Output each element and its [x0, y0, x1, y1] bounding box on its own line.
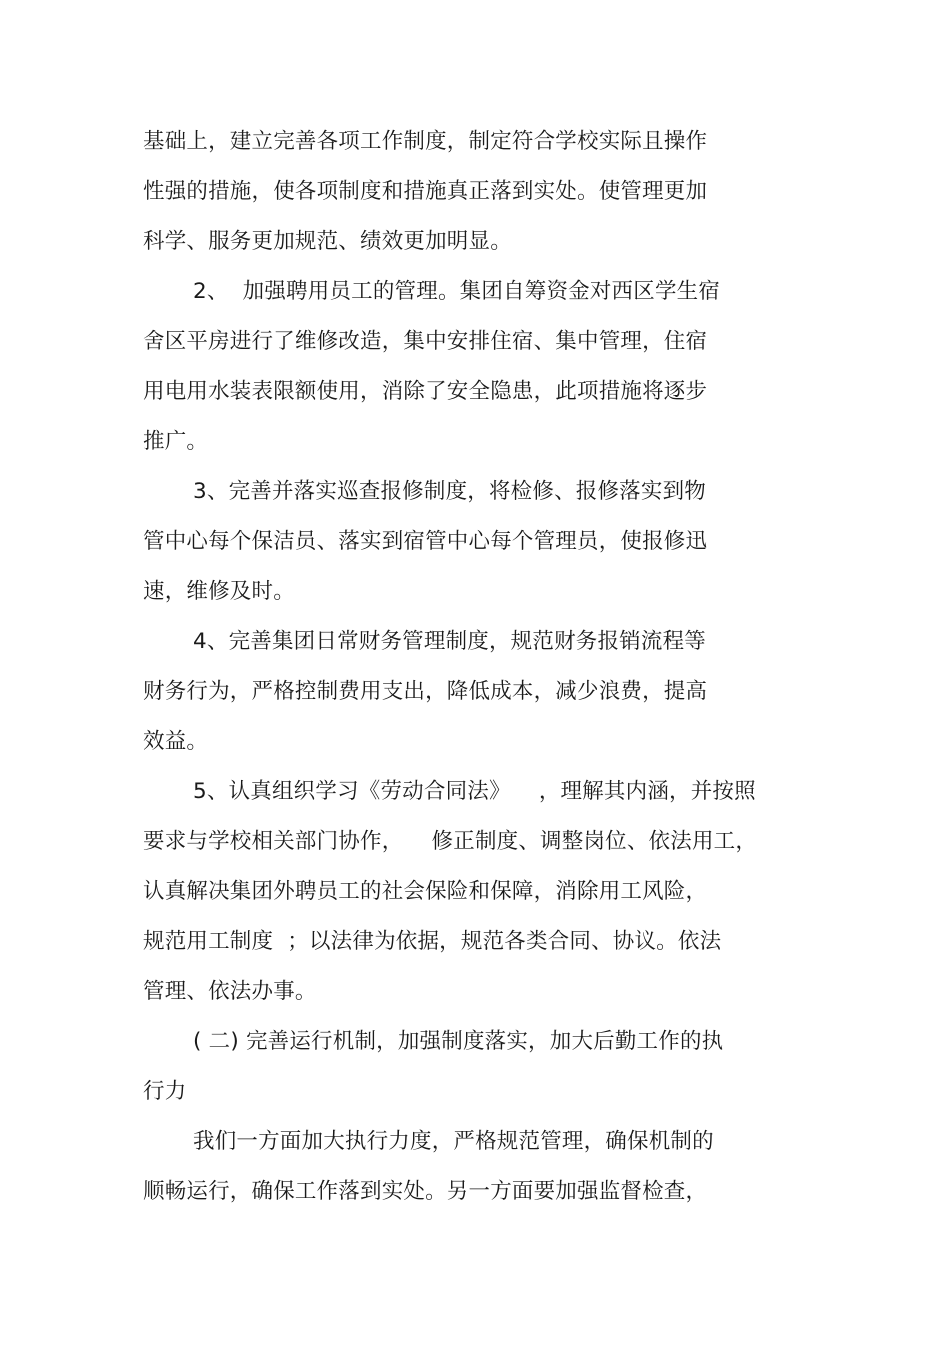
section-heading-continued: 行力 — [143, 1079, 187, 1104]
text-line: 财务行为，严格控制费用支出，降低成本，减少浪费，提高 — [143, 679, 708, 704]
text-line: 科学、服务更加规范、绩效更加明显。 — [143, 229, 512, 254]
text-line: 效益。 — [143, 729, 209, 754]
paragraph-start: 我们一方面加大执行力度，严格规范管理，确保机制的 — [193, 1129, 714, 1154]
paragraph-5-start: 5、认真组织学习《劳动合同法》 ，理解其内涵，并按照 — [193, 779, 756, 804]
text-line: 性强的措施，使各项制度和措施真正落到实处。使管理更加 — [143, 179, 708, 204]
text-line: 规范用工制度 ；以法律为依据，规范各类合同、协议。依法 — [143, 929, 722, 954]
text-line: 管理、依法办事。 — [143, 979, 317, 1004]
paragraph-2-start: 2、 加强聘用员工的管理。集团自筹资金对西区学生宿 — [193, 279, 721, 304]
text-line: 顺畅运行，确保工作落到实处。另一方面要加强监督检查， — [143, 1179, 708, 1204]
text-line: 速，维修及时。 — [143, 579, 295, 604]
section-heading: ( 二) 完善运行机制，加强制度落实，加大后勤工作的执 — [193, 1029, 724, 1054]
text-line: 管中心每个保洁员、落实到宿管中心每个管理员，使报修迅 — [143, 529, 708, 554]
text-line: 认真解决集团外聘员工的社会保险和保障，消除用工风险， — [143, 879, 708, 904]
text-line: 推广。 — [143, 429, 209, 454]
text-line: 基础上，建立完善各项工作制度，制定符合学校实际且操作 — [143, 129, 708, 154]
text-line: 舍区平房进行了维修改造，集中安排住宿、集中管理，住宿 — [143, 329, 708, 354]
text-line: 要求与学校相关部门协作， 修正制度、调整岗位、依法用工， — [143, 829, 758, 854]
paragraph-3-start: 3、完善并落实巡查报修制度，将检修、报修落实到物 — [193, 479, 706, 504]
text-line: 用电用水装表限额使用，消除了安全隐患，此项措施将逐步 — [143, 379, 708, 404]
paragraph-4-start: 4、完善集团日常财务管理制度，规范财务报销流程等 — [193, 629, 706, 654]
